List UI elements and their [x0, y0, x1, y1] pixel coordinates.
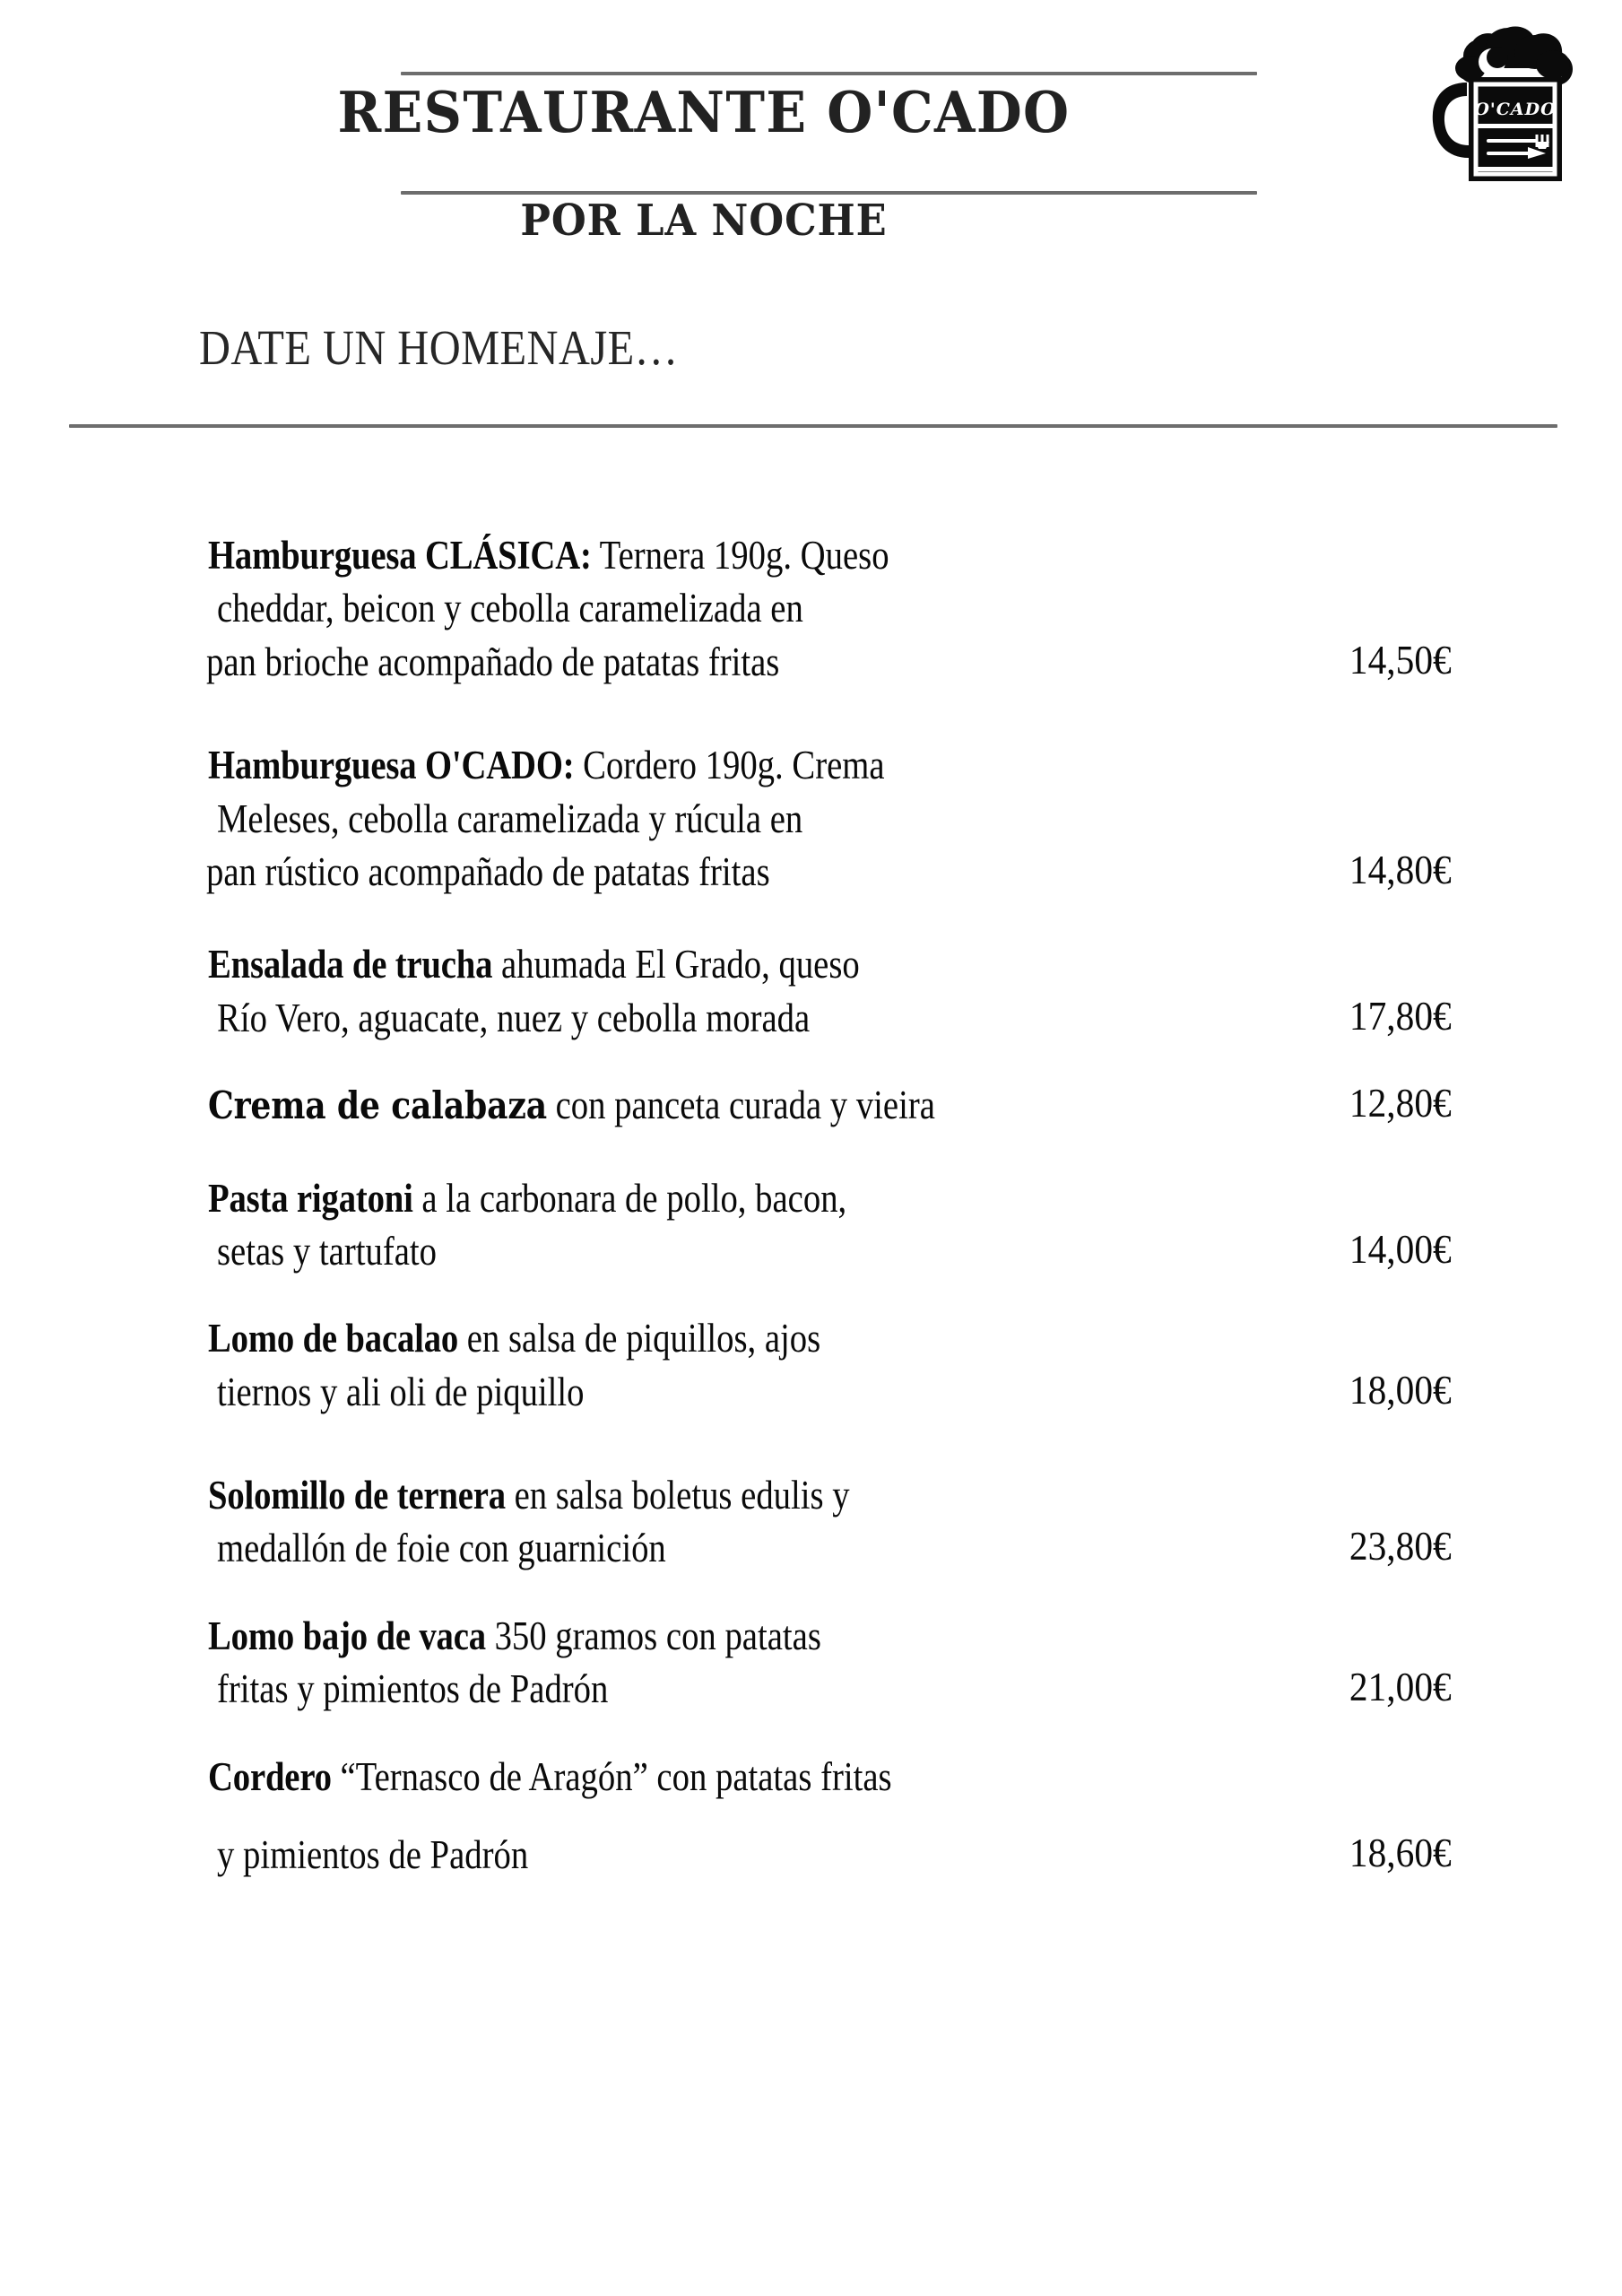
dish-price: 14,50€	[1349, 637, 1452, 683]
dish-name: Lomo bajo de vaca	[208, 1613, 486, 1658]
menu-item-line	[0, 582, 1622, 635]
menu-item-line	[0, 1829, 1622, 1882]
dish-name: Crema de calabaza	[208, 1083, 547, 1128]
menu-item-line	[0, 1610, 1622, 1663]
dish-description: con panceta curada y vieira	[546, 1083, 935, 1128]
menu-item	[0, 1469, 1622, 1576]
menu-item-line	[0, 739, 1622, 792]
menu-item-line	[0, 529, 1622, 582]
menu-item-line	[0, 636, 1622, 689]
page-title: RESTAURANTE O'CADO	[337, 79, 1071, 145]
dish-description: Cordero 190g. Crema	[574, 743, 885, 788]
page-subtitle: POR LA NOCHE	[520, 196, 888, 246]
dish-name: Pasta rigatoni	[208, 1175, 413, 1221]
menu-item-line	[0, 1751, 1622, 1804]
dish-description-cont: y pimientos de Padrón	[217, 1832, 529, 1878]
dish-description: en salsa boletus edulis y	[505, 1473, 850, 1518]
menu-item-line	[0, 992, 1622, 1045]
section-divider-rule	[69, 424, 1557, 428]
menu-item	[0, 1079, 1622, 1132]
menu-item	[0, 938, 1622, 1045]
header-rule-top	[401, 72, 1257, 75]
dish-name: Hamburguesa CLÁSICA:	[208, 533, 592, 578]
dish-description-cont: Río Vero, aguacate, nuez y cebolla morada	[217, 995, 811, 1040]
menu-list	[0, 529, 1622, 1939]
menu-item	[0, 1751, 1622, 1883]
dish-description-cont: fritas y pimientos de Padrón	[217, 1666, 609, 1712]
menu-item-line	[0, 1663, 1622, 1716]
menu-item	[0, 1610, 1622, 1717]
menu-item-line	[0, 1225, 1622, 1278]
dish-price: 14,80€	[1349, 847, 1452, 892]
menu-item-line	[0, 846, 1622, 899]
menu-item-line	[0, 793, 1622, 846]
section-heading: DATE UN HOMENAJE…	[199, 320, 679, 375]
dish-name: Hamburguesa O'CADO:	[208, 743, 575, 788]
dish-name: Solomillo de ternera	[208, 1473, 506, 1518]
menu-item-line	[0, 1312, 1622, 1365]
dish-price: 12,80€	[1349, 1081, 1452, 1126]
dish-description: a la carbonara de pollo, bacon,	[412, 1175, 847, 1221]
dish-price: 17,80€	[1349, 993, 1452, 1039]
dish-description: 350 gramos con patatas	[485, 1613, 821, 1658]
dish-description-cont: Meleses, cebolla caramelizada y rúcula en	[217, 796, 803, 841]
svg-text:O'CADO: O'CADO	[1474, 100, 1557, 119]
dish-name: Cordero	[208, 1753, 332, 1799]
dish-price: 21,00€	[1349, 1665, 1452, 1710]
dish-name: Lomo de bacalao	[208, 1316, 459, 1361]
dish-price: 23,80€	[1349, 1524, 1452, 1570]
dish-description-cont: cheddar, beicon y cebolla caramelizada en	[217, 586, 803, 631]
dish-description-cont: pan brioche acompañado de patatas fritas	[206, 639, 780, 684]
dish-description-cont: setas y tartufato	[217, 1228, 438, 1274]
beer-mug-logo	[1427, 13, 1611, 192]
header-rule-middle	[401, 191, 1257, 195]
dish-price: 18,60€	[1349, 1831, 1452, 1876]
menu-item	[0, 529, 1622, 689]
menu-item	[0, 1172, 1622, 1279]
menu-item	[0, 1312, 1622, 1419]
dish-price: 18,00€	[1349, 1367, 1452, 1413]
dish-name: Ensalada de trucha	[208, 942, 493, 987]
menu-item-line	[0, 938, 1622, 991]
dish-description-cont: pan rústico acompañado de patatas fritas	[206, 848, 770, 894]
menu-item	[0, 739, 1622, 899]
menu-item-line	[0, 1522, 1622, 1575]
menu-item-line	[0, 1079, 1622, 1132]
dish-description-cont: medallón de foie con guarnición	[217, 1526, 666, 1571]
menu-item-line	[0, 1469, 1622, 1522]
dish-price: 14,00€	[1349, 1226, 1452, 1272]
dish-description: Ternera 190g. Queso	[591, 533, 889, 578]
menu-item-line	[0, 1366, 1622, 1419]
dish-description: “Ternasco de Aragón” con patatas fritas	[331, 1753, 892, 1799]
dish-description: ahumada El Grado, queso	[492, 942, 860, 987]
menu-item-line	[0, 1172, 1622, 1225]
dish-description-cont: tiernos y ali oli de piquillo	[217, 1369, 585, 1414]
dish-description: en salsa de piquillos, ajos	[458, 1316, 821, 1361]
